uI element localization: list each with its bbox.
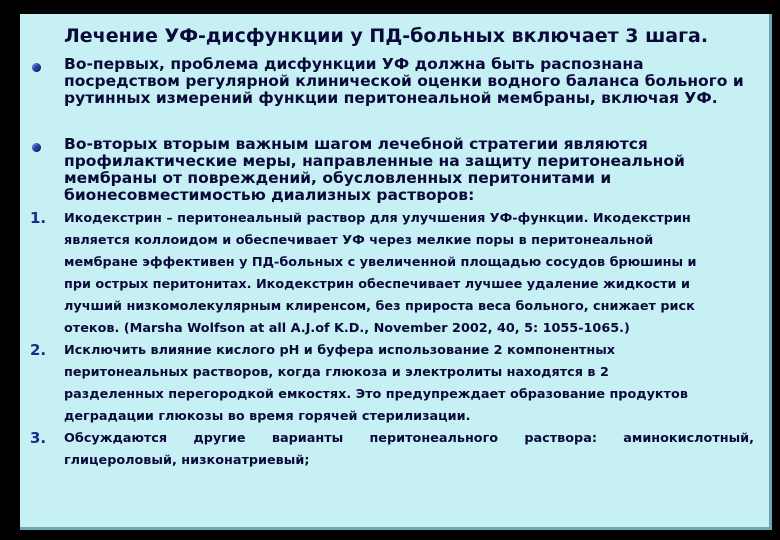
text-line: Во-первых, проблема дисфункции УФ должна быть распознана [64,55,644,73]
text-line: мембраны от повреждений, обусловленных перитонитами и [64,169,612,187]
bullet-text [64,56,754,107]
text-line: является коллоидом и обеспечивает УФ через мелкие поры в перитонеальной [64,233,654,248]
text-line: рутинных измерений функции перитонеальной мембраны, включая УФ. [64,89,718,107]
bullet-text [64,136,754,204]
text-line: перитонеальных растворов, когда глюкоза и электролиты находятся в 2 [64,365,609,380]
item-number: 3. [30,429,47,447]
text-line: бионесовместимостью диализных растворов: [64,186,475,204]
numbered-text [64,340,754,428]
numbered-text [64,428,754,472]
bullet-marker-icon [32,63,41,72]
text-line: профилактические меры, направленные на защиту перитонеальной [64,152,685,170]
text-line: глицероловый, низконатриевый; [64,453,310,468]
slide-title: Лечение УФ-дисфункции у ПД-больных включает 3 шага. [64,25,709,47]
text-line: Икодекстрин – перитонеальный раствор для улучшения УФ-функции. Икодекстрин [64,211,691,226]
text-line: Обсуждаются другие варианты перитонеального раствора: аминокислотный, [64,431,754,446]
bullet-marker-icon [32,143,41,152]
text-line: Исключить влияние кислого pH и буфера использование 2 компонентных [64,343,616,358]
text-line: деградации глюкозы во время горячей стерилизации. [64,409,471,424]
numbered-text [64,208,754,340]
text-line: Во-вторых вторым важным шагом лечебной стратегии являются [64,135,648,153]
text-line: разделенных перегородкой емкостях. Это предупреждает образование продуктов [64,387,688,402]
text-line: отеков. (Marsha Wolfson at all A.J.of K.D., November 2002, 40, 5: 1055-1065.) [64,321,630,336]
text-line: при острых перитонитах. Икодекстрин обеспечивает лучшее удаление жидкости и [64,277,690,292]
text-line: лучший низкомолекулярным клиренсом, без прироста веса больного, снижает риск [64,299,695,314]
item-number: 2. [30,341,47,359]
text-line: мембране эффективен у ПД-больных с увеличенной площадью сосудов брюшины и [64,255,697,270]
text-line: посредством регулярной клинической оценки водного баланса больного и [64,72,744,90]
item-number: 1. [30,209,47,227]
content-panel [20,14,772,530]
